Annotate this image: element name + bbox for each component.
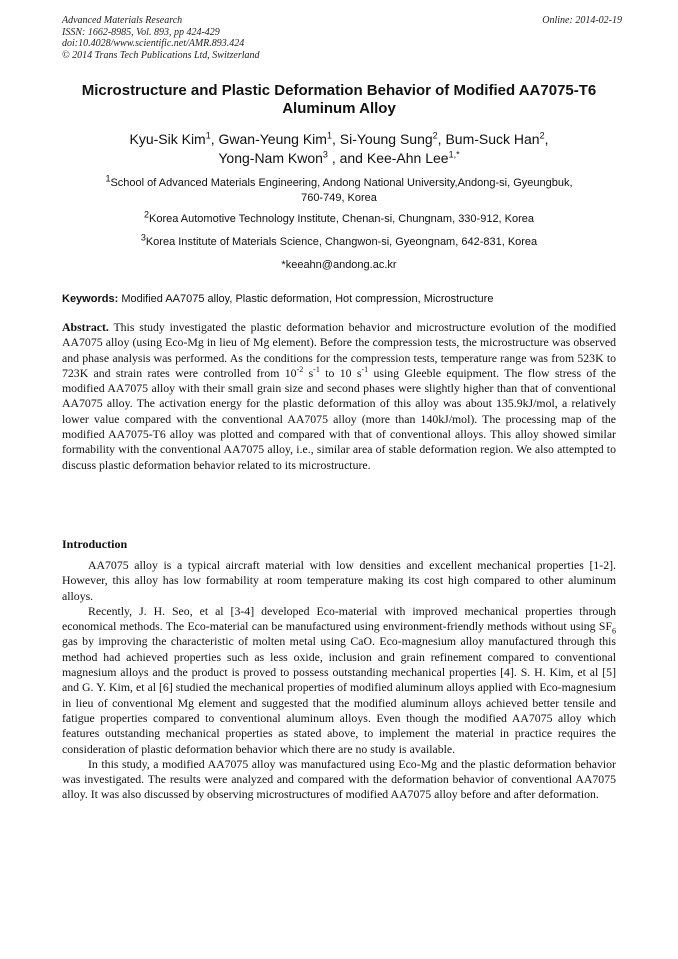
issn-line: ISSN: 1662-8985, Vol. 893, pp 424-429 bbox=[62, 26, 220, 38]
keywords-text: Modified AA7075 alloy, Plastic deformation, Hot compression, Microstructure bbox=[121, 293, 494, 305]
author-line-1 bbox=[70, 130, 608, 149]
subscript: 6 bbox=[612, 626, 616, 636]
keywords-label: Keywords: bbox=[62, 293, 119, 305]
affiliation-1-line-2: 760-749, Korea bbox=[301, 191, 377, 204]
author-affil-mark: 2 bbox=[432, 130, 438, 141]
title-line-2: Aluminum Alloy bbox=[282, 100, 396, 117]
author-affil-mark: 3 bbox=[322, 149, 328, 160]
author-name: Kyu-Sik Kim bbox=[129, 131, 206, 147]
abstract-text: This study investigated the plastic deformation behavior and microstructure evolution of the modified AA7075 alloy (using Eco-Mg in lieu of Mg element). Before the compression tests, the microstructure was observed and phase analysis was performed. As the conditions for the compression tests, temperature range was from 523K to 723K and strain rates were controlled from 10 bbox=[62, 320, 616, 380]
paragraph-text: gas by improving the characteristic of molten metal using CaO. Eco-magnesium alloy manufactured through this method had achieved properties such as less oxide, inclusion and grain refinement compared to conventional magnesium alloys and the product is proved to possess outstanding mechanical properties [4]. S. H. Kim, et al [5] and G. Y. Kim, et al [6] studied the mechanical properties of modified aluminum alloys applied with Eco-magnesium in lieu of conventional Mg element and suggested that the modified aluminum alloys achieved better tensile and fatigue properties compared to conventional aluminum alloys. Even though the modified AA7075 alloy which features outstanding mechanical properties as stated above, to implement the material in practice requires the consideration of plastic deformation behavior which there are no study is available. bbox=[62, 634, 616, 756]
title-line-1: Microstructure and Plastic Deformation Behavior of Modified AA7075-T6 bbox=[81, 82, 597, 99]
author-name: Bum-Suck Han bbox=[445, 131, 540, 147]
paper-title bbox=[62, 82, 616, 118]
paragraph-text: Recently, J. H. Seo, et al [3-4] developed Eco-material with improved mechanical properties through economical methods. The Eco-material can be manufactured using environment-friendly methods without using SF bbox=[62, 603, 616, 634]
intro-paragraph-2 bbox=[62, 604, 616, 757]
section-heading-introduction: Introduction bbox=[62, 537, 128, 551]
intro-paragraph-3: In this study, a modified AA7075 alloy was manufactured using Eco-Mg and the plastic deformation behavior was investigated. The results were analyzed and compared with the deformation behavior of conventional AA7075 alloy. It was also discussed by observing microstructures of modified AA7075 alloy before and after deformation. bbox=[62, 756, 616, 802]
author-affil-mark: 1,* bbox=[448, 149, 460, 160]
author-separator: , bbox=[437, 131, 446, 147]
abstract-label: Abstract. bbox=[62, 320, 109, 334]
abstract-text: using Gleeble equipment. The flow stress of the modified AA7075 alloy with their small grain size and second phases were slightly higher than that of conventional AA7075 alloy. The activation energy for the plastic deformation of this alloy was about 135.9kJ/mol, a relatively lower value compared with the conventional AA7075 alloy (more than 140kJ/mol). The processing map of the modified AA7075-T6 alloy was plotted and compared with that of conventional alloys. This alloy showed similar formability with the conventional AA7075 alloy, i.e., similar area of stable deformation region. We also attempted to discuss plastic deformation behavior related to its microstructure. bbox=[62, 365, 617, 472]
exponent: -1 bbox=[361, 364, 369, 374]
affiliation-text: School of Advanced Materials Engineering, Andong National University,Andong-si, Gyeungbuk, bbox=[110, 177, 573, 189]
online-date: Online: 2014-02-19 bbox=[542, 15, 622, 26]
journal-header bbox=[62, 15, 622, 61]
author-separator: , bbox=[544, 131, 549, 147]
author-list bbox=[70, 130, 608, 168]
author-separator: , and bbox=[327, 150, 367, 166]
exponent: -2 bbox=[296, 364, 304, 374]
corresponding-email[interactable]: *keeahn@andong.ac.kr bbox=[281, 259, 397, 271]
author-separator: , bbox=[210, 131, 219, 147]
journal-name: Advanced Materials Research bbox=[62, 15, 183, 26]
introduction-body bbox=[62, 558, 616, 803]
abstract-text: s bbox=[308, 365, 314, 380]
doi-line: doi:10.4028/www.scientific.net/AMR.893.424 bbox=[62, 38, 245, 49]
author-name: Gwan-Yeung Kim bbox=[218, 131, 327, 147]
intro-paragraph-1: AA7075 alloy is a typical aircraft material with low densities and excellent mechanical properties [1-2]. However, this alloy has low formability at room temperature making its cost high compared to other aluminum alloys. bbox=[62, 558, 616, 603]
affiliation-3 bbox=[62, 232, 616, 250]
affiliation-mark: 2 bbox=[143, 209, 149, 220]
exponent: -1 bbox=[313, 364, 320, 374]
author-name: Kee-Ahn Lee bbox=[366, 150, 449, 166]
affiliation-1-line-1 bbox=[62, 173, 616, 191]
keywords bbox=[62, 292, 616, 306]
abstract bbox=[62, 320, 616, 473]
author-name: Si-Young Sung bbox=[339, 131, 433, 147]
author-line-2 bbox=[70, 149, 608, 168]
affiliation-text: Korea Automotive Technology Institute, Chenan-si, Chungnam, 330-912, Korea bbox=[148, 213, 535, 225]
abstract-text: to 10 s bbox=[325, 365, 362, 380]
author-affil-mark: 2 bbox=[539, 130, 545, 141]
author-separator: , bbox=[331, 131, 340, 147]
author-affil-mark: 1 bbox=[205, 130, 211, 141]
affiliation-mark: 1 bbox=[105, 173, 111, 184]
author-affil-mark: 1 bbox=[326, 130, 332, 141]
affiliation-mark: 3 bbox=[140, 232, 146, 243]
affiliation-1 bbox=[62, 173, 616, 205]
affiliation-text: Korea Institute of Materials Science, Changwon-si, Gyeongnam, 642-831, Korea bbox=[145, 236, 538, 248]
author-name: Yong-Nam Kwon bbox=[218, 150, 323, 166]
affiliation-2 bbox=[62, 209, 616, 227]
copyright-line: © 2014 Trans Tech Publications Ltd, Switzerland bbox=[62, 49, 260, 61]
